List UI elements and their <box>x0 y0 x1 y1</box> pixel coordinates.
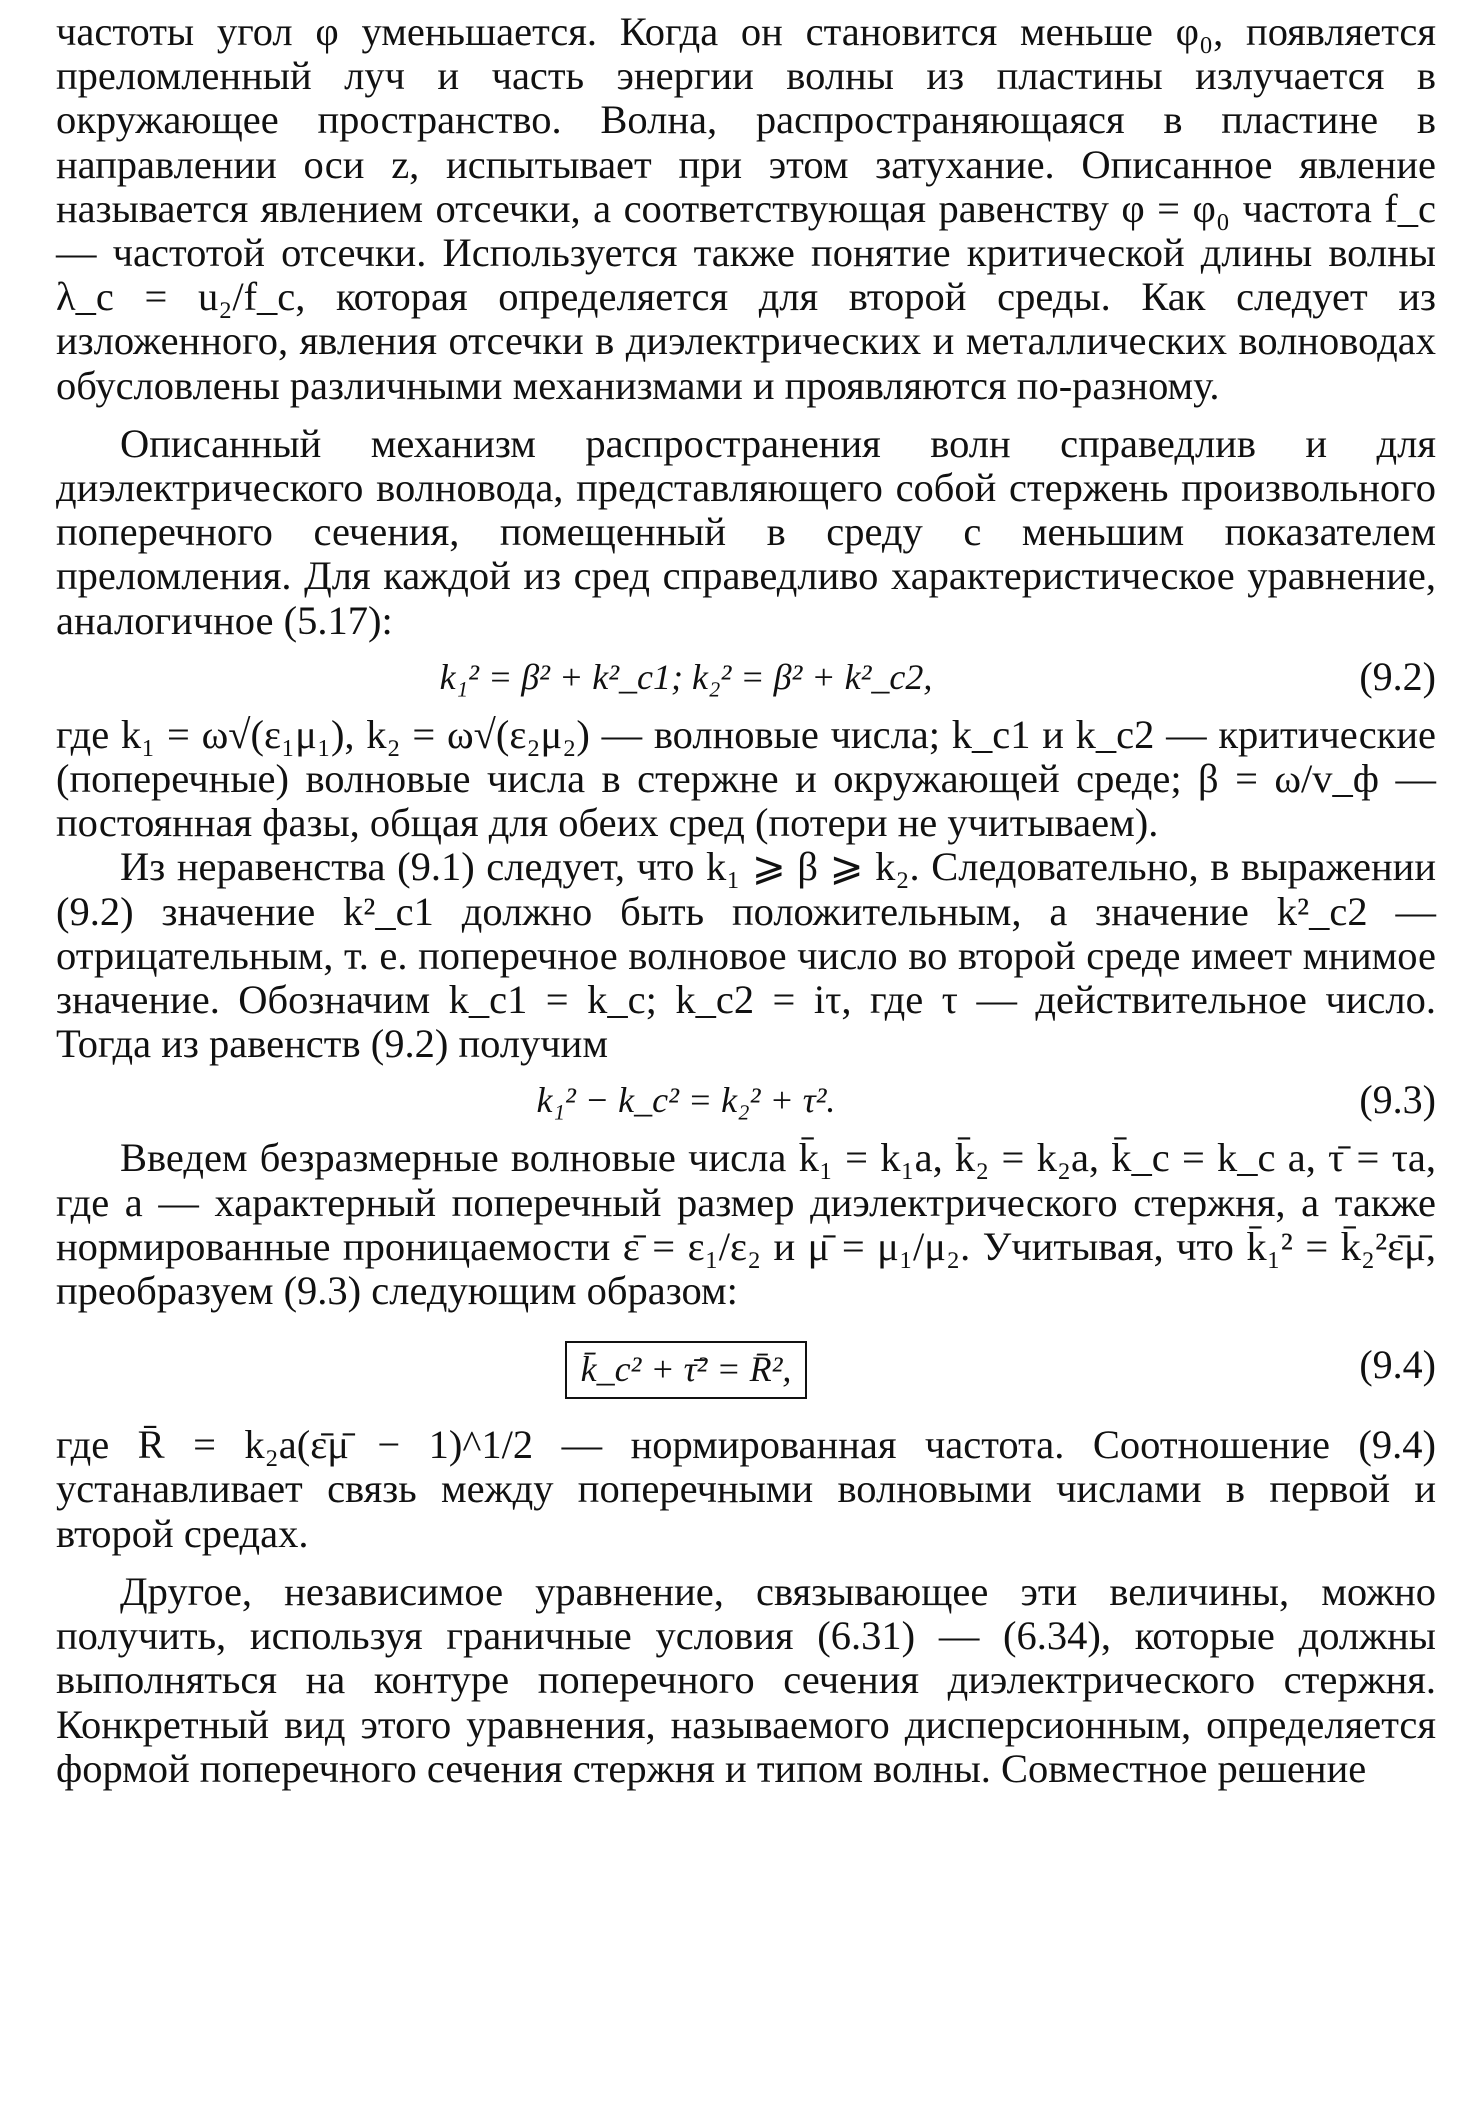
equation-body: k₁² − k_c² = k₂² + τ². <box>536 1080 836 1121</box>
equation-9-3 <box>56 1066 1436 1136</box>
paragraph-dispersion: Другое, независимое уравнение, связывающее эти величины, можно получить, используя граничные условия (6.31) — (6.34), которые должны выполняться на контуре поперечного сечения диэлектрического стержня. Конкретный вид этого уравнения, называемого дисперсионным, определяется формой поперечного сечения стержня и типом волны. Совместное решение <box>56 1568 1436 1791</box>
paragraph-dimensionless: Введем безразмерные волновые числа k̄₁ = k₁a, k̄₂ = k₂a, k̄_c = k_c a, τ̄ = τa, где a — характерный поперечный размер диэлектрического стержня, а также нормированные проницаемости ε̄ = ε₁/ε₂ и μ̄ = μ₁/μ₂. Учитывая, что k̄₁² = k̄₂²ε̄μ̄, преобразуем (9.3) следующим образом: <box>56 1135 1436 1314</box>
paragraph-cutoff-phenomenon: частоты угол φ уменьшается. Когда он становится меньше φ₀, появляется преломленный луч и часть энергии волны из пластины излучается в окружающее пространство. Волна, распространяющаяся в пластине в направлении оси z, испытывает при этом затухание. Описанное явление называется явлением отсечки, а соответствующая равенству φ = φ₀ частота f_c — частотой отсечки. Используется также понятие критической длины волны λ_c = u₂/f_c, которая определяется для второй среды. Как следует из изложенного, явления отсечки в диэлектрических и металлических волноводах обусловлены различными механизмами и проявляются по-разному. <box>56 9 1436 408</box>
paragraph-normalized-frequency: где R̄ = k₂a(ε̄μ̄ − 1)^1/2 — нормированная частота. Соотношение (9.4) устанавливает связь между поперечными волновыми числами в первой и второй средах. <box>56 1422 1436 1556</box>
equation-number: (9.3) <box>1359 1077 1436 1123</box>
paragraph-inequality: Из неравенства (9.1) следует, что k₁ ⩾ β ⩾ k₂. Следовательно, в выражении (9.2) значение k²_c1 должно быть положительным, а значение k²_c2 — отрицательным, т. е. поперечное волновое число во второй среде имеет мнимое значение. Обозначим k_c1 = k_c; k_c2 = iτ, где τ — действительное число. Тогда из равенств (9.2) получим <box>56 844 1436 1067</box>
equation-9-2 <box>56 643 1436 713</box>
equation-number: (9.4) <box>1359 1342 1436 1388</box>
paragraph-dielectric-waveguide: Описанный механизм распространения волн справедлив и для диэлектрического волновода, представляющего собой стержень произвольного поперечного сечения, помещенный в среду с меньшим показателем преломления. Для каждой из сред справедливо характеристическое уравнение, аналогичное (5.17): <box>56 420 1436 643</box>
paragraph-wave-numbers: где k₁ = ω√(ε₁μ₁), k₂ = ω√(ε₂μ₂) — волновые числа; k_c1 и k_c2 — критические (поперечные) волновые числа в стержне и окружающей среде; β = ω/v_ф — постоянная фазы, общая для обеих сред (потери не учитываем). <box>56 711 1436 846</box>
equation-body: k₁² = β² + k²_c1; k₂² = β² + k²_c2, <box>439 656 933 697</box>
equation-9-4 <box>56 1313 1436 1423</box>
equation-number: (9.2) <box>1359 653 1436 699</box>
book-page <box>56 10 1436 1791</box>
boxed-equation: k̄_c² + τ̄² = R̄², <box>565 1341 808 1399</box>
